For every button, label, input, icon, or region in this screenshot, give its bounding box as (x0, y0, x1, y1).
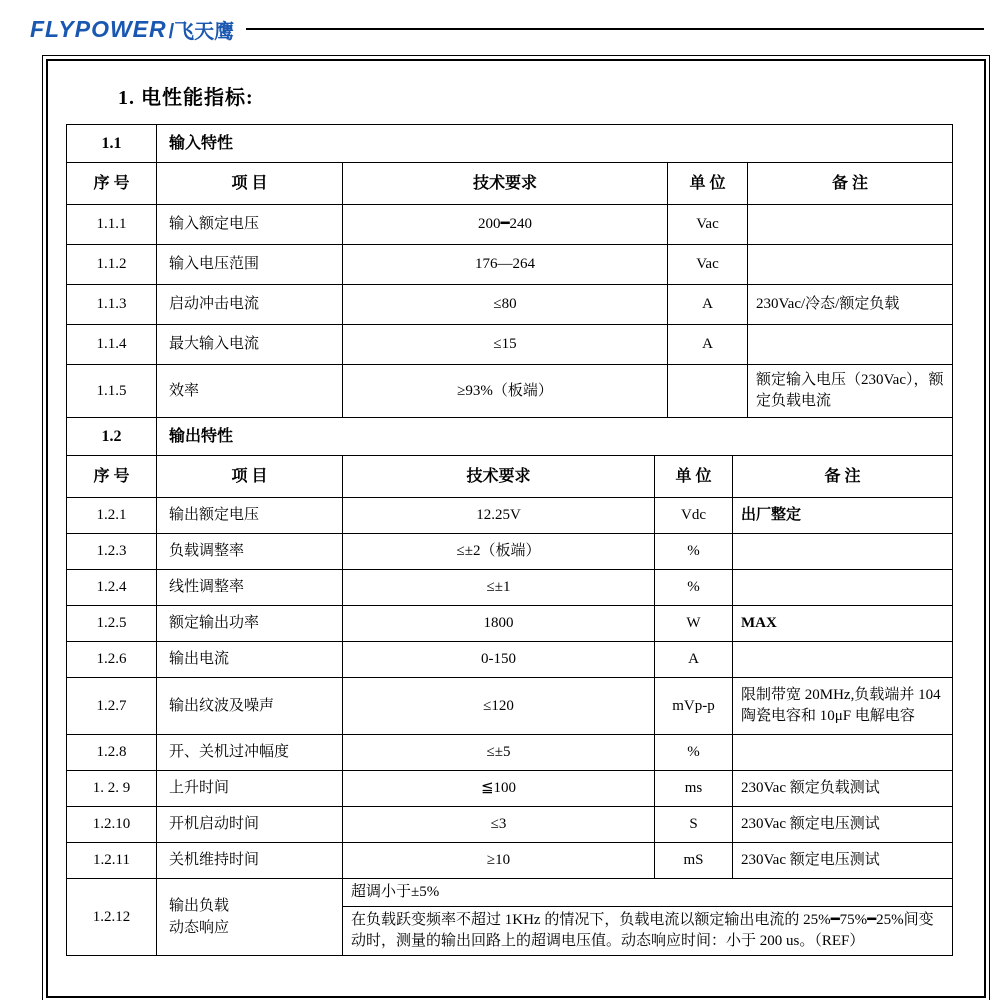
cell-unit: Vac (668, 245, 748, 285)
column-header-serial: 序 号 (67, 456, 157, 498)
section-header-row (67, 418, 953, 456)
cell-requirement: ≤±2（板端） (343, 534, 655, 570)
brand-logo-chinese: /飞天鹰 (168, 20, 235, 43)
cell-unit: W (655, 606, 733, 642)
table-row (67, 735, 953, 771)
cell-note (748, 205, 953, 245)
cell-requirement: 1800 (343, 606, 655, 642)
cell-unit: ms (655, 771, 733, 807)
cell-note: 限制带宽 20MHz,负载端并 104 陶瓷电容和 10μF 电解电容 (733, 678, 953, 735)
document-body (46, 59, 986, 998)
section-name: 输入特性 (157, 125, 953, 163)
cell-item: 输出电流 (157, 642, 343, 678)
cell-note (733, 642, 953, 678)
page-title: 1. 电性能指标: (118, 87, 254, 109)
cell-unit: A (655, 642, 733, 678)
brand-logo: FLYPOWER (30, 15, 167, 42)
column-header-requirement: 技术要求 (343, 456, 655, 498)
cell-requirement-detail: 在负载跃变频率不超过 1KHz 的情况下，负载电流以额定输出电流的 25%━75%━25%间变动时，测量的输出回路上的超调电压值。动态响应时间：小于 200 us。（REF） (343, 907, 953, 956)
cell-note (733, 570, 953, 606)
cell-unit: % (655, 570, 733, 606)
cell-item: 输出额定电压 (157, 498, 343, 534)
cell-unit: A (668, 325, 748, 365)
table-row (67, 606, 953, 642)
cell-item: 效率 (157, 365, 343, 418)
cell-item: 启动冲击电流 (157, 285, 343, 325)
cell-serial: 1. 2. 9 (67, 771, 157, 807)
cell-serial: 1.1.1 (67, 205, 157, 245)
document-frame (42, 55, 990, 1000)
document-header (0, 0, 1000, 46)
column-header-row (67, 456, 953, 498)
table-row (67, 771, 953, 807)
cell-note: 出厂整定 (733, 498, 953, 534)
table-row (67, 843, 953, 879)
cell-note: 额定输入电压（230Vac），额定负载电流 (748, 365, 953, 418)
cell-unit: % (655, 534, 733, 570)
header-rule-line (246, 28, 984, 30)
cell-item-line2: 动态响应 (169, 920, 230, 936)
table-row (67, 534, 953, 570)
cell-item: 输出纹波及噪声 (157, 678, 343, 735)
cell-item: 输入额定电压 (157, 205, 343, 245)
cell-requirement: ≤±5 (343, 735, 655, 771)
cell-item-line1: 输出负载 (169, 898, 230, 914)
cell-item: 开机启动时间 (157, 807, 343, 843)
cell-requirement: ≤80 (343, 285, 668, 325)
cell-note: 230Vac 额定负载测试 (733, 771, 953, 807)
cell-serial: 1.2.5 (67, 606, 157, 642)
cell-item: 线性调整率 (157, 570, 343, 606)
cell-requirement-overshoot: 超调小于±5% (343, 879, 953, 907)
cell-requirement: ≥10 (343, 843, 655, 879)
cell-note (748, 245, 953, 285)
cell-serial: 1.1.2 (67, 245, 157, 285)
cell-requirement: ≦100 (343, 771, 655, 807)
cell-requirement: ≤±1 (343, 570, 655, 606)
cell-unit: Vac (668, 205, 748, 245)
cell-unit: A (668, 285, 748, 325)
cell-serial: 1.2.7 (67, 678, 157, 735)
section-header-row (67, 125, 953, 163)
column-header-unit: 单 位 (655, 456, 733, 498)
cell-requirement: ≤15 (343, 325, 668, 365)
section-number: 1.2 (67, 418, 157, 456)
cell-unit: % (655, 735, 733, 771)
cell-requirement: 12.25V (343, 498, 655, 534)
cell-note (748, 325, 953, 365)
table-row (67, 498, 953, 534)
column-header-item: 项 目 (157, 163, 343, 205)
cell-requirement: ≥93%（板端） (343, 365, 668, 418)
column-header-row (67, 163, 953, 205)
cell-serial: 1.1.3 (67, 285, 157, 325)
cell-requirement: 200━240 (343, 205, 668, 245)
cell-item: 最大输入电流 (157, 325, 343, 365)
output-characteristics-table (66, 417, 953, 956)
table-row (67, 245, 953, 285)
table-row (67, 205, 953, 245)
cell-unit: Vdc (655, 498, 733, 534)
cell-item (157, 879, 343, 956)
table-row-dynamic-response (67, 879, 953, 907)
table-row (67, 678, 953, 735)
cell-item: 负载调整率 (157, 534, 343, 570)
cell-serial: 1.2.3 (67, 534, 157, 570)
cell-item: 开、关机过冲幅度 (157, 735, 343, 771)
table-row (67, 807, 953, 843)
section-name: 输出特性 (157, 418, 953, 456)
cell-serial: 1.2.11 (67, 843, 157, 879)
column-header-unit: 单 位 (668, 163, 748, 205)
cell-serial: 1.2.4 (67, 570, 157, 606)
cell-unit: mS (655, 843, 733, 879)
table-row (67, 325, 953, 365)
cell-item: 输入电压范围 (157, 245, 343, 285)
cell-note (733, 534, 953, 570)
column-header-note: 备 注 (748, 163, 953, 205)
cell-unit (668, 365, 748, 418)
cell-serial: 1.1.5 (67, 365, 157, 418)
cell-requirement: 0-150 (343, 642, 655, 678)
cell-note: 230Vac 额定电压测试 (733, 807, 953, 843)
column-header-requirement: 技术要求 (343, 163, 668, 205)
cell-serial: 1.2.10 (67, 807, 157, 843)
table-row (67, 570, 953, 606)
cell-note: MAX (733, 606, 953, 642)
cell-unit: mVp-p (655, 678, 733, 735)
column-header-serial: 序 号 (67, 163, 157, 205)
cell-note (733, 735, 953, 771)
cell-requirement: ≤120 (343, 678, 655, 735)
cell-item: 额定输出功率 (157, 606, 343, 642)
cell-note: 230Vac/冷态/额定负载 (748, 285, 953, 325)
table-row (67, 365, 953, 418)
cell-item: 上升时间 (157, 771, 343, 807)
cell-serial: 1.2.12 (67, 879, 157, 956)
cell-item: 关机维持时间 (157, 843, 343, 879)
column-header-note: 备 注 (733, 456, 953, 498)
cell-serial: 1.1.4 (67, 325, 157, 365)
cell-note: 230Vac 额定电压测试 (733, 843, 953, 879)
cell-serial: 1.2.1 (67, 498, 157, 534)
cell-serial: 1.2.8 (67, 735, 157, 771)
cell-serial: 1.2.6 (67, 642, 157, 678)
column-header-item: 项 目 (157, 456, 343, 498)
cell-requirement: ≤3 (343, 807, 655, 843)
cell-unit: S (655, 807, 733, 843)
cell-requirement: 176—264 (343, 245, 668, 285)
table-row (67, 285, 953, 325)
input-characteristics-table (66, 124, 953, 418)
section-number: 1.1 (67, 125, 157, 163)
table-row (67, 642, 953, 678)
